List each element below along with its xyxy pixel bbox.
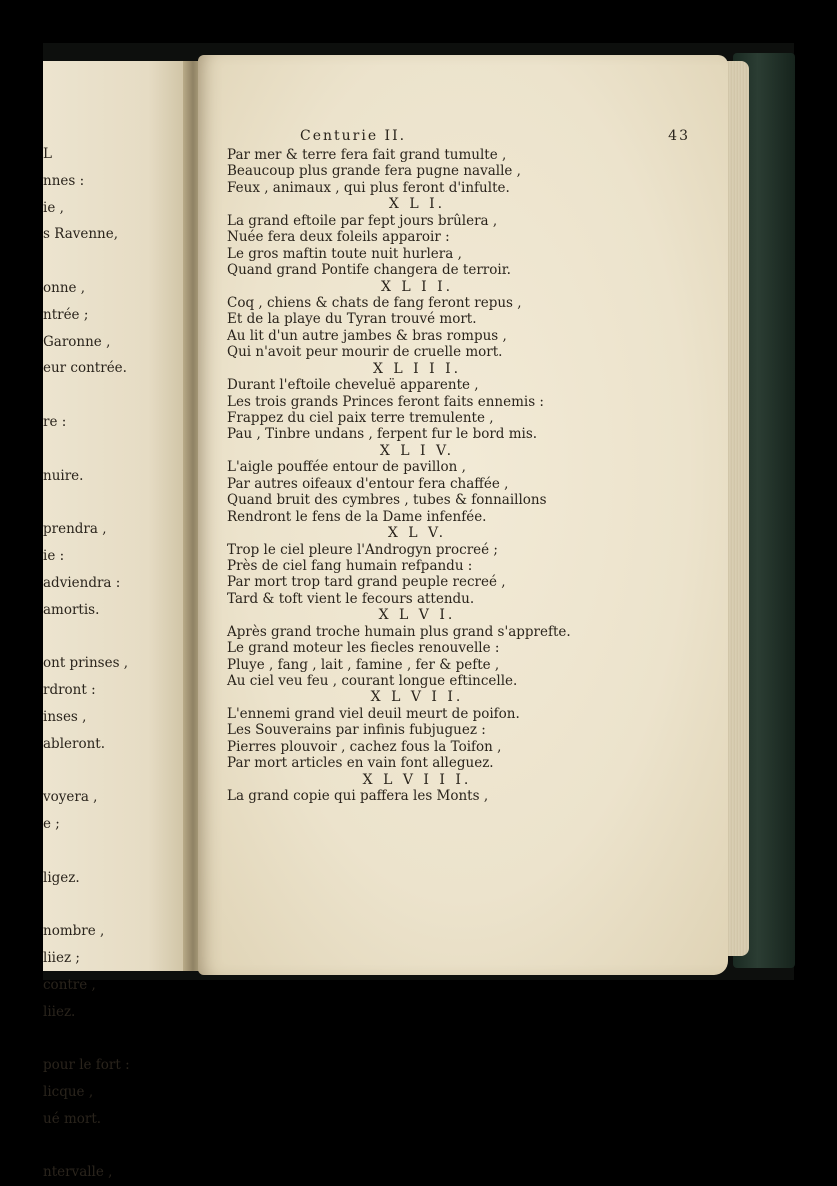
left-page-line: ableront. <box>43 735 105 752</box>
left-page-line <box>43 838 193 865</box>
left-page-line: adviendra : <box>43 574 121 591</box>
verse-line: Les trois grands Princes feront faits ennemis : <box>227 393 544 410</box>
left-page-line <box>43 1025 193 1052</box>
left-page-line: prendra , <box>43 521 107 538</box>
verse-line: Qui n'avoit peur mourir de cruelle mort. <box>227 344 503 361</box>
verse-line: Trop le ciel pleure l'Androgyn procreé ; <box>227 541 498 558</box>
verse-line: L'ennemi grand viel deuil meurt de poifon. <box>227 705 520 722</box>
left-page-line: inses , <box>43 708 87 725</box>
verse-line: Le grand moteur les fiecles renouvelle : <box>227 640 500 657</box>
verse-line: L'aigle pouffée entour de pavillon , <box>227 459 466 476</box>
book-photo <box>43 43 794 1181</box>
left-page-line: ie , <box>43 199 64 216</box>
verse-line: Les Souverains par infinis fubjuguez : <box>227 722 486 739</box>
right-page <box>198 55 728 975</box>
left-page-line: ntervalle , <box>43 1164 113 1181</box>
verse-line: Quand bruit des cymbres , tubes & fonnaillons <box>227 492 547 509</box>
quatrain-number: X L V I. <box>378 607 456 624</box>
left-page-line: nuire. <box>43 467 84 484</box>
left-page <box>43 61 193 1181</box>
left-page-line: re : <box>43 413 67 430</box>
verse-line: Près de ciel fang humain refpandu : <box>227 557 473 574</box>
left-page-line: nombre , <box>43 923 105 940</box>
left-page-line: ligez. <box>43 869 80 886</box>
verse-line: Quand grand Pontife changera de terroir. <box>227 262 511 279</box>
verse-line: Par mort trop tard grand peuple recreé , <box>227 574 506 591</box>
left-page-line: pour le fort : <box>43 1057 130 1074</box>
verse-line: Par mort articles en vain font alleguez. <box>227 755 494 772</box>
verse-line: Beaucoup plus grande fera pugne navalle , <box>227 163 521 180</box>
verse-line: Et de la playe du Tyran trouvé mort. <box>227 311 477 328</box>
verse-line: Rendront le fens de la Dame infenfée. <box>227 508 487 525</box>
page-header <box>260 128 690 148</box>
left-page-line <box>43 248 193 275</box>
left-page-line <box>43 891 193 918</box>
left-page-line <box>43 1132 193 1159</box>
quatrain-number: X L V I I. <box>370 689 464 706</box>
left-page-line: contre , <box>43 976 96 993</box>
left-page-line <box>43 436 193 463</box>
left-page-line <box>43 382 193 409</box>
quatrain-number: X L V I I I. <box>362 771 472 788</box>
verse-line: Pau , Tinbre undans , ferpent fur le bord mis. <box>227 426 538 443</box>
left-page-line: nnes : <box>43 172 85 189</box>
left-page-line: amortis. <box>43 601 100 618</box>
verse-line: Pierres plouvoir , cachez fous la Toifon , <box>227 738 502 755</box>
verse-block <box>227 147 697 805</box>
verse-line: Frappez du ciel paix terre tremulente , <box>227 410 494 426</box>
verse-line: Après grand troche humain plus grand s'apprefte. <box>227 623 571 640</box>
verse-line: La grand eftoile par fept jours brûlera , <box>227 212 498 229</box>
left-page-line <box>43 623 193 650</box>
verse-line: Tard & toft vient le fecours attendu. <box>227 590 475 607</box>
left-page-text <box>43 141 193 1186</box>
quatrain-number: X L V. <box>387 525 447 542</box>
quatrain-number: X L I I. <box>380 278 454 295</box>
verse-line: La grand copie qui paffera les Monts , <box>227 788 489 805</box>
verse-line: Nuée fera deux foleils apparoir : <box>227 229 450 246</box>
left-page-line: voyera , <box>43 789 98 806</box>
left-page-line: L <box>43 146 52 162</box>
verse-line: Par mer & terre fera fait grand tumulte , <box>227 147 507 163</box>
verse-line: Au ciel veu feu , courant longue eftincelle. <box>227 673 518 689</box>
left-page-line: liiez. <box>43 1003 76 1020</box>
quatrain-number: X L I. <box>388 196 446 213</box>
verse-line: Par autres oifeaux d'entour fera chaffée , <box>227 475 509 492</box>
verse-line: Feux , animaux , qui plus feront d'infulte. <box>227 179 510 196</box>
left-page-line: rdront : <box>43 681 96 698</box>
left-page-line: ont prinses , <box>43 655 129 672</box>
quatrain-number: X L I I I. <box>372 360 462 377</box>
verse-line: Durant l'eftoile cheveluë apparente , <box>227 377 479 394</box>
left-page-line: licque , <box>43 1083 94 1100</box>
left-page-line: ie : <box>43 547 65 564</box>
left-page-line: eur contrée. <box>43 360 127 377</box>
left-page-line <box>43 757 193 784</box>
left-page-line: ntrée ; <box>43 306 89 323</box>
verse-line: Pluye , fang , lait , famine , fer & pefte , <box>227 656 500 673</box>
left-page-line: s Ravenne, <box>43 226 119 243</box>
quatrain-number: X L I V. <box>379 442 455 459</box>
page-number: 43 <box>668 128 690 144</box>
verse-line: Au lit d'un autre jambes & bras rompus , <box>227 327 507 344</box>
left-page-line: e ; <box>43 815 60 832</box>
left-page-line: Garonne , <box>43 333 111 350</box>
verse-line: Le gros maftin toute nuit hurlera , <box>227 245 462 262</box>
left-page-line <box>43 489 193 516</box>
left-page-line: liiez ; <box>43 949 80 966</box>
verse-line: Coq , chiens & chats de fang feront repus , <box>227 294 522 311</box>
left-page-line: ué mort. <box>43 1110 102 1127</box>
running-title: Centurie II. <box>300 128 407 144</box>
left-page-line: onne , <box>43 279 86 296</box>
